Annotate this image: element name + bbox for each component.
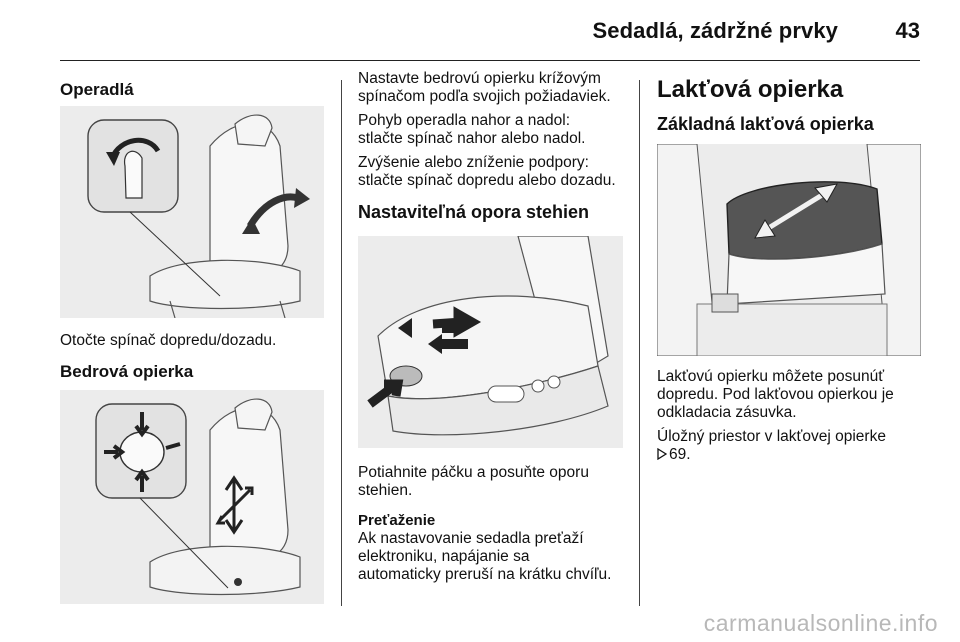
thigh-support-illustration bbox=[358, 236, 623, 448]
text-lumbar-3b: stlačte spínač dopredu alebo dozadu. bbox=[358, 172, 616, 189]
text-lumbar-2b: stlačte spínač nahor alebo nadol. bbox=[358, 130, 586, 147]
text-storage-ref[interactable] bbox=[657, 446, 691, 465]
text-overload-a: Ak nastavovanie sedadla preťaží bbox=[358, 530, 584, 547]
text-armrest-c: odkladacia zásuvka. bbox=[657, 404, 797, 421]
text-storage-a: Úložný priestor v lakťovej opierke bbox=[657, 428, 886, 445]
figure-armrest bbox=[657, 144, 921, 356]
heading-thigh-support: Nastaviteľná opora stehien bbox=[358, 202, 590, 222]
heading-basic-armrest: Základná lakťová opierka bbox=[657, 114, 874, 134]
overload-title: Preťaženie bbox=[358, 512, 436, 529]
page-reference: 69. bbox=[669, 446, 691, 463]
column-divider-2 bbox=[639, 80, 640, 606]
heading-lumbar: Bedrová opierka bbox=[60, 362, 194, 381]
figure-lumbar-adjust bbox=[60, 390, 324, 604]
watermark: carmanualsonline.info bbox=[703, 610, 938, 636]
text-overload-c: automaticky preruší na krátku chvíľu. bbox=[358, 566, 612, 583]
figure-thigh-support bbox=[358, 236, 623, 448]
text-lumbar-3a: Zvýšenie alebo zníženie podpory: bbox=[358, 154, 589, 171]
column-divider-1 bbox=[341, 80, 342, 606]
text-thigh-b: stehien. bbox=[358, 482, 413, 499]
text-overload-b: elektroniku, napájanie sa bbox=[358, 548, 530, 565]
text-lumbar-1a: Nastavte bedrovú opierku krížovým bbox=[358, 70, 601, 87]
figure-backrest-adjust bbox=[60, 106, 324, 318]
armrest-illustration bbox=[657, 144, 921, 356]
text-armrest-a: Lakťovú opierku môžete posunúť bbox=[657, 368, 885, 385]
page-number: 43 bbox=[895, 18, 920, 43]
text-lumbar-2a: Pohyb operadla nahor a nadol: bbox=[358, 112, 570, 129]
text-lumbar-1b: spínačom podľa svojich požiadaviek. bbox=[358, 88, 611, 105]
heading-backrest: Operadlá bbox=[60, 80, 134, 99]
arrow-right-outline-icon bbox=[657, 447, 669, 465]
backrest-illustration bbox=[60, 106, 324, 318]
text-armrest-b: dopredu. Pod lakťovou opierkou je bbox=[657, 386, 894, 403]
header-title: Sedadlá, zádržné prvky bbox=[592, 18, 838, 43]
page-header bbox=[0, 0, 960, 60]
text-thigh-a: Potiahnite páčku a posuňte oporu bbox=[358, 464, 589, 481]
heading-armrest: Lakťová opierka bbox=[657, 76, 844, 103]
text-backrest-instruction: Otočte spínač dopredu/dozadu. bbox=[60, 332, 277, 349]
lumbar-illustration bbox=[60, 390, 324, 604]
header-rule bbox=[60, 60, 920, 61]
